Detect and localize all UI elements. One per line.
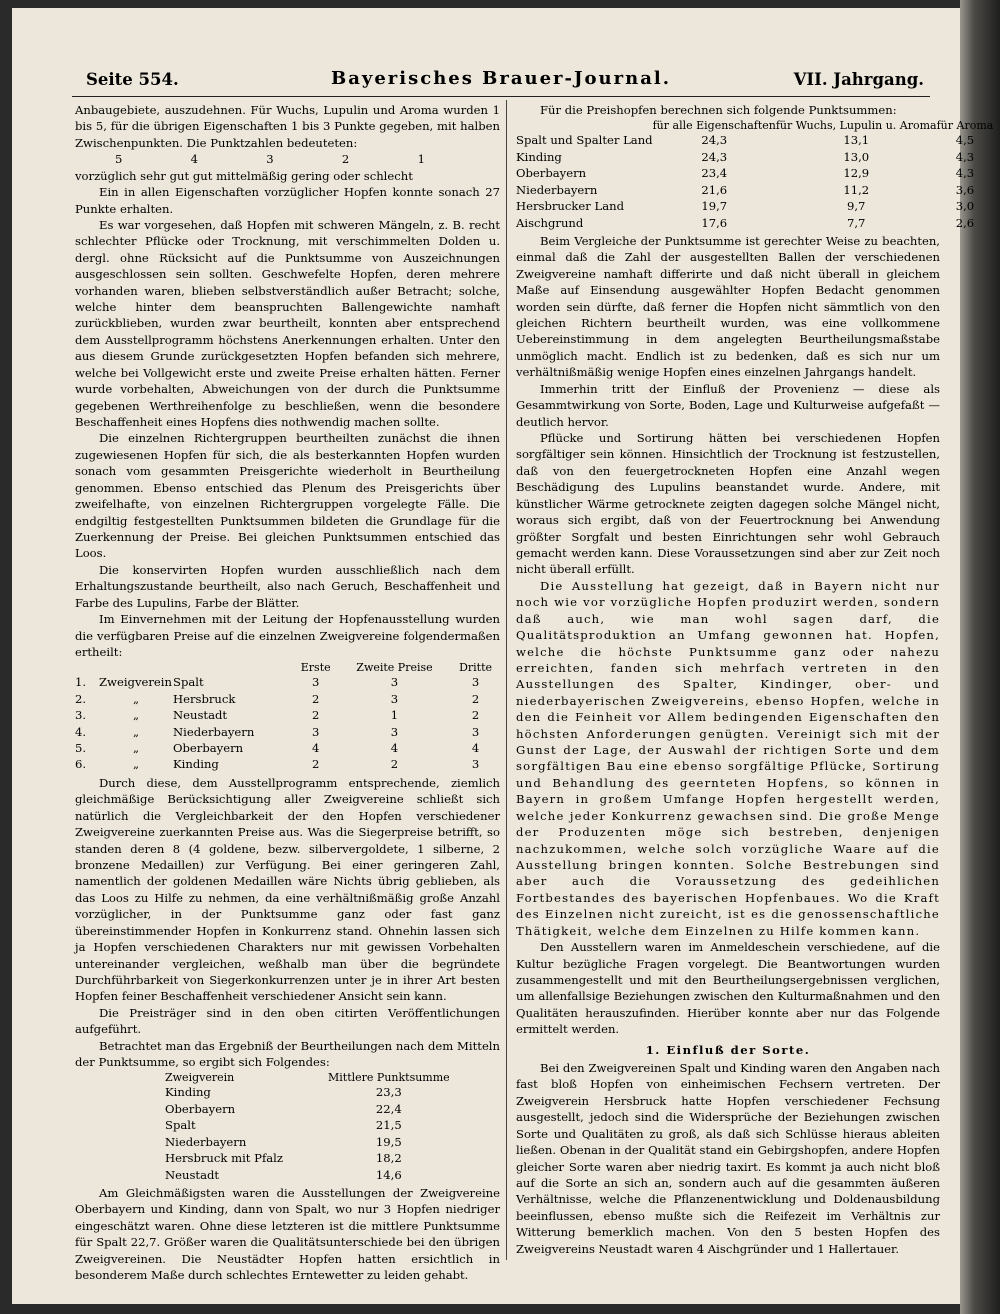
scale-number: 4 <box>190 152 199 167</box>
paragraph: Im Einvernehmen mit der Leitung der Hopfenausstellung wurden die verfügbaren Preise auf die einzelnen Zweigvereine folgendermaßen ertheilt: <box>75 612 500 659</box>
paragraph: Für die Preishopfen berechnen sich folgende Punktsummen: <box>540 103 897 117</box>
paragraph: Es war vorgesehen, daß Hopfen mit schweren Mängeln, z. B. recht schlechter Pflücke oder Trocknung, mit verschimmelten Dolden u. dergl. ohne Rücksicht auf die Punktsumme von Auszeichnungen ausgeschlossen sein sollten. Geschwefelte Hopfen, deren mehrere vorhanden waren, blieben selbstverständlich außer Betracht; solche, welche hinter dem beanspruchten Ballengewichte namhaft zurückblieben, wurden zwar beurtheilt, konnten aber entsprechend dem Ausstellprogramm höchstens Anerkennungen erhalten. Unter den aus diesem Grunde zurückgesetzten Hopfen befanden sich mehrere, welche bei Vollgewicht erste und zweite Preise erhalten hätten. Ferner wurde vorbehalten, Abweichungen von der durch die Punktsumme gegebenen Werthreihenfolge zu beschließen, wenn die besondere Beschaffenheit eines Hopfens dies nothwendig machen sollte. <box>75 217 500 430</box>
table-row: Niederbayern 19,5 <box>165 1134 402 1149</box>
column-header: für Wuchs, Lupulin u. Aroma <box>775 119 937 133</box>
table-row: 4. „ Niederbayern 3 3 3 <box>75 724 480 739</box>
paragraph: Bei den Zweigvereinen Spalt und Kinding waren den Angaben nach fast bloß Hopfen von einheimischen Fechsern vertreten. Der Zweigverein Hersbruck hatte Hopfen verschiedener Fechsung ausgestellt, jedoch sind die Widersprüche der Beziehungen zwischen Sorte und Qualitäten zu groß, als daß sich Schlüsse hieraus ableiten ließen. Obenan in der Qualität stand ein Gebirgshopfen, andere Hopfen gleicher Sorte waren aber niedrig taxirt. Es kommt ja auch nicht bloß auf die Sorte an sich an, sondern auch auf die gesammten äußeren Verhältnisse, welche die Pflanzenentwicklung und Doldenausbildung beeinflussen, ebenso mußte sich die Reifezeit im Verhältnis zur Witterung bemerklich machen. Von den 5 besten Hopfen des Zweigvereins Neustadt waren 4 Aischgründer und 1 Hallertauer. <box>516 1061 940 1256</box>
paragraph: Die Ausstellung hat gezeigt, daß in Bayern nicht nur noch wie vor vorzügliche Hopfen produzirt werden, sondern daß auch, wie man wohl sagen darf, die Qualitätsproduktion an Umfang gewonnen hat. Hopfen, welche die höchste Punktsumme ganz oder nahezu erreichten, fanden sich mehrfach vertreten in den Ausstellungen des Spalter, Kindinger, ober- und niederbayerischen Zweigvereins, ebenso Hopfen, welche in den die Feinheit vor Allem bedingenden Eigenschaften den höchsten Anforderungen genügten. Vereinigt sich mit der Gunst der Lage, der Auswahl der richtigen Sorte und dem sorgfältigen Bau eine ebenso sorgfältige Pflücke, Sortirung und Behandlung des geernteten Hopfens, so können in Bayern in großem Umfange Hopfen hergestellt werden, welche jeder Konkurrenz gewachsen sind. Die große Menge der Produzenten möge sich bestreben, denjenigen nachzukommen, welche solch vorzügliche Waare auf die Ausstellung bringen konnten. Solche Bestrebungen sind aber auch die Voraussetzung des gedeihlichen Fortbestandes des bayerischen Hopfenbaues. Wo die Kraft des Einzelnen nicht zureicht, ist es die genossenschaftliche Thätigkeit, welche dem Einzelnen zu Hilfe kommen kann. <box>516 578 940 938</box>
point-scale <box>75 151 500 184</box>
paragraph: Anbaugebiete, auszudehnen. Für Wuchs, Lupulin und Aroma wurden 1 bis 5, für die übrigen Eigenschaften 1 bis 3 Punkte gegeben, mit halben Zwischenpunkten. Die Punktzahlen bedeuteten: <box>75 103 500 150</box>
prize-table <box>75 662 500 773</box>
table-row: 1. Zweigverein Spalt 3 3 3 <box>75 675 480 690</box>
column-header: Dritte <box>459 661 493 675</box>
scale-number: 3 <box>266 152 274 167</box>
table-row: Aischgrund 17,6 7,7 2,6 <box>516 215 975 230</box>
table-row: Kinding 23,3 <box>165 1085 402 1100</box>
table-row: Spalt und Spalter Land 24,3 13,1 4,5 <box>516 133 975 148</box>
table-row: Spalt 21,5 <box>165 1118 402 1133</box>
paragraph: Immerhin tritt der Einfluß der Provenienz — diese als Gesammtwirkung von Sorte, Boden, Lage und Kulturweise aufgefaßt — deutlich hervor. <box>516 381 940 429</box>
paragraph: Ein in allen Eigenschaften vorzüglicher Hopfen konnte sonach 27 Punkte erhalten. <box>75 185 500 216</box>
column-header: Erste <box>300 661 331 675</box>
paragraph: Den Ausstellern waren im Anmeldeschein verschiedene, auf die Kultur bezügliche Fragen vorgelegt. Die Beantwortungen wurden zusammengestellt und mit den Beurtheilungsergebnissen verglichen, um allenfallsige Beziehungen zwischen den Kulturmaßnahmen und den Qualitäten herauszufinden. Hierüber konnte aber nur das Folgende ermittelt werden. <box>516 940 940 1037</box>
table-row: 6. „ Kinding 2 2 3 <box>75 757 480 772</box>
paragraph: Die Preisträger sind in den oben citirten Veröffentlichungen aufgeführt. <box>75 1005 500 1037</box>
mean-score-table <box>165 1072 465 1183</box>
table-row: 2. „ Hersbruck 2 3 2 <box>75 691 480 706</box>
table-row: 5. „ Oberbayern 4 4 4 <box>75 741 480 756</box>
table-row: 3. „ Neustadt 2 1 2 <box>75 708 480 723</box>
column-header: für alle Eigenschaften <box>652 119 776 133</box>
column-header: für Aroma <box>936 119 994 133</box>
scale-words: vorzüglich sehr gut gut mittelmäßig gering oder schlecht <box>75 168 413 183</box>
preishopfen-sum-table <box>516 120 993 231</box>
section-heading: 1. Einfluß der Sorte. <box>645 1042 811 1057</box>
paragraph: Die konservirten Hopfen wurden ausschließlich nach dem Erhaltungszustande beurtheilt, also nach Geruch, Beschaffenheit und Farbe des Lupulins, Farbe der Blätter. <box>75 562 500 610</box>
scale-number: 2 <box>341 152 350 167</box>
paragraph: Beim Vergleiche der Punktsumme ist gerechter Weise zu beachten, einmal daß die Zahl der ausgestellten Ballen der verschiedenen Zweigvereine namhaft differirte und daß nicht überall in gleichem Maße auf Einsendung ausgewählter Hopfen Bedacht genommen worden sein dürfte, daß ferner die Hopfen nicht sämmtlich von den gleichen Richtern beurtheilt wurden, was eine vollkommene Uebereinstimmung in dem angelegten Beurtheilungsmaßstabe unmöglich macht. Endlich ist zu bedenken, daß es sich nur um verhältnißmäßig wenige Hopfen eines einzelnen Jahrgangs handelt. <box>516 233 940 380</box>
page-number: Seite 554. <box>86 70 179 89</box>
column-header: Zweigverein <box>165 1071 235 1085</box>
volume-label: VII. Jahrgang. <box>793 70 924 89</box>
right-column <box>516 102 994 1257</box>
table-row: Niederbayern 21,6 11,2 3,6 <box>516 182 975 197</box>
paragraph: Betrachtet man das Ergebniß der Beurtheilungen nach dem Mitteln der Punktsumme, so ergibt sich Folgendes: <box>75 1038 500 1070</box>
scale-number: 5 <box>115 152 123 167</box>
paragraph: Pflücke und Sortirung hätten bei verschiedenen Hopfen sorgfältiger sein können. Hinsichtlich der Trocknung ist festzustellen, daß von den feuergetrockneten Hopfen eine Anzahl wegen Beschädigung des Lupulins beanstandet wurde. Andere, mit künstlicher Wärme getrocknete zeigten dagegen solche Mängel nicht, woraus sich ergibt, daß von der Feuertrocknung bei Anwendung größter Sorgfalt und besten Einrichtungen sehr wohl Gebrauch gemacht werden kann. Diese Voraussetzungen sind aber zur Zeit noch nicht überall erfüllt. <box>516 431 940 577</box>
paragraph: Die einzelnen Richtergruppen beurtheilten zunächst die ihnen zugewiesenen Hopfen für sich, die als besterkannten Hopfen wurden sonach vom gesammten Preisgerichte wiederholt in Beurtheilung genommen. Ebenso entschied das Plenum des Preisgerichts über zweifelhafte, von einzelnen Richtergruppen vorgelegte Fälle. Die endgiltig festgestellten Punktsummen bildeten die Grundlage für die Zuerkennung der Preise. Bei gleichen Punktsummen entschied das Loos. <box>75 431 500 561</box>
table-row: Neustadt 14,6 <box>165 1167 402 1182</box>
column-divider <box>506 100 507 1260</box>
table-row: Kinding 24,3 13,0 4,3 <box>516 149 975 164</box>
table-row: Hersbruck mit Pfalz 18,2 <box>165 1151 402 1166</box>
left-column <box>75 102 500 1284</box>
column-header: Mittlere Punktsumme <box>328 1071 450 1085</box>
table-row: Oberbayern 23,4 12,9 4,3 <box>516 166 975 181</box>
journal-title: Bayerisches Brauer-Journal. <box>331 68 671 89</box>
table-row: Hersbrucker Land 19,7 9,7 3,0 <box>516 199 975 214</box>
paragraph: Am Gleichmäßigsten waren die Ausstellungen der Zweigvereine Oberbayern und Kinding, dann von Spalt, wo nur 3 Hopfen niedriger eingeschätzt waren. Ohne diese letzteren ist die mittlere Punktsumme für Spalt 22,7. Größer waren die Qualitätsunterschiede bei den übrigen Zweigvereinen. Die Neustädter Hopfen hatten ersichtlich in besonderem Maße durch schlechtes Erntewetter zu leiden gehabt. <box>75 1186 500 1283</box>
page-header <box>72 66 930 97</box>
table-row: Oberbayern 22,4 <box>165 1101 402 1116</box>
column-header: Zweite Preise <box>356 661 433 675</box>
scale-number: 1 <box>417 152 425 167</box>
paragraph: Durch diese, dem Ausstellprogramm entsprechende, ziemlich gleichmäßige Berücksichtigung aller Zweigvereine schließt sich natürlich die Vergleichbarkeit der den Hopfen verschiedener Zweigvereine zuerkannten Preise aus. Was die Siegerpreise betrifft, so standen deren 8 (4 goldene, bezw. silbervergoldete, 1 silberne, 2 bronzene Medaillen) zur Verfügung. Bei einer geringeren Zahl, namentlich der goldenen Medaillen wäre Nichts übrig geblieben, als das Loos zu Hilfe zu nehmen, da eine verhältnißmäßig große Anzahl vorzüglicher, in der Punktsumme ganz oder fast ganz übereinstimmender Hopfen in Konkurrenz stand. Ohnehin lassen sich ja Hopfen verschiedenen Charakters nur mit gewissen Vorbehalten untereinander vergleichen, weßhalb man über die begründete Durchführbarkeit von Siegerkonkurrenzen unter je in ihrer Art besten Hopfen feiner Beschaffenheit verschiedener Ansicht sein kann. <box>75 775 500 1004</box>
